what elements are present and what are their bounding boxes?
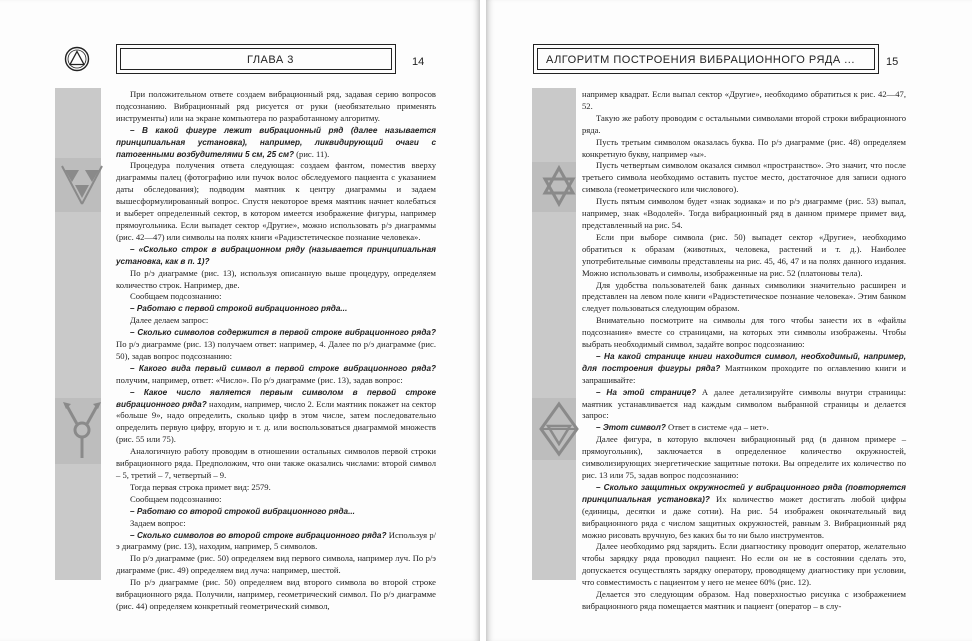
paragraph <box>582 351 906 387</box>
paragraph: Далее фигура, в которую включен вибрационный ряд (в данном примере – прямоугольник), заключается в определенное количество окружностей, символизирующих энергетические защитные потоки. Вы определите их количество по рис. 13 или 75, задав вопрос подсознанию: <box>582 434 906 480</box>
running-head: АЛГОРИТМ ПОСТРОЕНИЯ ВИБРАЦИОННОГО РЯДА ... <box>546 54 855 66</box>
paragraph <box>116 530 436 554</box>
question-text: – Этот символ? <box>596 423 666 433</box>
paragraph: При положительном ответе создаем вибрационный ряд, задавая серию вопросов подсознанию. Вибрационный ряд рисуется от руки (необязательно применять инструменты) или на экране компьютера по разработанному алгоритму. <box>116 89 436 123</box>
question-text: – «Сколько строк в вибрационном ряду (называется принципиальная установка, как в п. 1)? <box>116 244 436 266</box>
paragraph: По р/э диаграмме (рис. 50) определяем вид первого символа, например луч. По р/э диаграмме (рис. 49) определяем вид луча: например, шестой. <box>116 553 436 576</box>
paragraph-text: находим, например, число 2. Если маятник покажет на сектор «больше 9», надо определить, сколько цифр в этом числе, затем последовательно определить первую цифру, вторую и т. д. или воспользоваться диаграммой множеств (рис. 55 или 75). <box>116 398 436 445</box>
left-page <box>0 0 480 641</box>
paragraph-text: Их количество может достигать любой цифры (единицы, десятки и даже сотни). На рис. 54 изображен окончательный вид вибрационного ряда с числом защитных окружностей, равным 3. Вибрационный ряд можно рисовать вручную, без каких бы то ни было инструментов. <box>582 493 906 540</box>
paragraph <box>582 387 906 423</box>
paragraph <box>582 482 906 542</box>
paragraph: Аналогичную работу проводим в отношении остальных символов первой строки вибрационного ряда. Предположим, что они также оказались числами: второй символ – 5, третий – 7, четвертый – 9. <box>116 446 436 480</box>
chapter-header-box <box>116 44 396 74</box>
six-pointed-star-icon <box>532 162 576 212</box>
paragraph-text: Ответ в системе «да – нет». <box>665 422 769 433</box>
paragraph: Далее делаем запрос: <box>130 315 209 326</box>
paragraph-text: По р/э диаграмме (рис. 13) получаем ответ: например, 4. Далее по р/э диаграмме (рис. 50), задав вопрос подсознанию: <box>116 339 436 361</box>
paragraph <box>116 125 436 161</box>
question-text: – Какого вида первый символ в первой строке вибрационного ряда? <box>130 363 436 373</box>
question-text: – На какой странице книги находится символ, необходимый, например, для построения фигуры ряда? <box>582 351 906 373</box>
paragraph: Делается это следующим образом. Над поверхностью рисунка с изображением вибрационного ряда помещается маятник и пациент (оператор – в слу- <box>582 589 906 611</box>
paragraph-text: Маятником проходите по оглавлению книги и запрашивайте: <box>582 362 907 385</box>
paragraph: Пусть четвертым символом оказался символ «пространство». Это значит, что после третьего символа необходимо оставить пустое место, достаточное для записи одного символа (геометрического или числового). <box>582 160 906 195</box>
paragraph: Для удобства пользователей банк данных символики значительно расширен и представлен на левом поле книги «Радиэстетическое познание человека». Этим банком следует пользоваться следующим образом. <box>582 279 906 314</box>
running-head-box <box>533 44 879 74</box>
paragraph: Такую же работу проводим с остальными символами второй строки вибрационного ряда. <box>582 112 906 135</box>
question-text: – Какое число является первым символом в первой строке вибрационного ряда? <box>116 387 436 409</box>
paragraph: Тогда первая строка примет вид: 2579. <box>130 481 271 492</box>
forked-y-circle-icon <box>55 398 101 464</box>
triple-triangle-icon <box>55 158 101 212</box>
paragraph: По р/э диаграмме (рис. 13), используя описанную выше процедуру, определяем количество строк. Например, две. <box>116 267 436 290</box>
page-number: 15 <box>886 56 899 68</box>
paragraph <box>116 506 436 518</box>
paragraph-text: А далее детализируйте символы внутри страницы: маятник устанавливается над каждым символом выбранной страницы и делается запрос: <box>582 386 906 421</box>
paragraph: По р/э диаграмме (рис. 50) определяем вид второго символа во второй строке вибрационного ряда. Получили, например, геометрический символ. По р/э диаграмме (рис. 44) определяем конкретный геометрический символ, <box>116 577 436 611</box>
question-text: – На этой странице? <box>596 387 697 397</box>
paragraph: Задаем вопрос: <box>130 517 186 528</box>
paragraph-text: Используя р/э диаграмму (рис. 13), находим, например, 5 символов. <box>116 529 436 552</box>
question-text: – Работаю со второй строкой вибрационного ряда... <box>130 506 355 516</box>
diamond-triangle-icon <box>532 398 576 460</box>
left-page-body <box>116 89 436 613</box>
paragraph: Пусть третьим символом оказалась буква. По р/э диаграмме (рис. 48) определяем конкретную букву, например «ы». <box>582 136 906 159</box>
question-text: – Сколько защитных окружностей у вибрационного ряда (повторяется принципиальная установка)? <box>582 482 906 504</box>
paragraph: Далее необходимо ряд зарядить. Если диагностику проводит оператор, желательно чтобы зарядку ряда проводил пациент. Но если он не в состоянии сделать это, допускается осуществлять зарядку оператору, проводящему диагностику при условии, что совместимость с пациентом у него не менее 60% (рис. 12). <box>582 541 906 588</box>
paragraph <box>116 387 436 447</box>
paragraph <box>116 303 436 315</box>
chapter-label: ГЛАВА 3 <box>247 54 294 66</box>
paragraph <box>116 244 436 268</box>
page-number: 14 <box>412 56 425 68</box>
paragraph-text: (рис. 11). <box>294 148 330 159</box>
paragraph: Сообщаем подсознанию: <box>130 291 222 302</box>
paragraph <box>582 422 906 434</box>
question-text: – Сколько символов содержится в первой строке вибрационного ряда? <box>130 328 436 338</box>
circled-triangle-emblem-icon <box>64 46 90 72</box>
right-page <box>486 0 972 641</box>
paragraph: Пусть пятым символом будет «знак зодиака» и по р/э диаграмме (рис. 53) выпал, например, знак «Водолей». Тогда вибрационный ряд в данном примере примет вид, представленный на рис. 54. <box>582 196 906 230</box>
paragraph: Если при выборе символа (рис. 50) выпадет сектор «Другие», необходимо обратиться к образам (животных, человека, растений и т. д.). Наиболее употребительные символы представлены на рис. 45, 46, 47 и на полях данного издания. Можно использовать и символы, изображенные на рис. 52 (платоновы тела). <box>582 231 906 278</box>
paragraph-text: получим, например, ответ: «Число». По р/э диаграмме (рис. 13), задав вопрос: <box>116 374 403 385</box>
paragraph: Процедура получения ответа следующая: создаем фантом, поместив вверху диаграммы палец (фотографию или пучок волос обследуемого пациента с указанием даты обследования); подводим маятник к центру диаграммы и задаем вышесформулированный вопрос. Спустя некоторое время маятник начнет колебаться и выберет определенный сектор, в котором имеется изображение фигуры, например прямоугольника. Если выпадет сектор «Другие», можно использовать р/э диаграммы (рис. 42—47) или символы на полях книги «Радиэстетическое познание человека». <box>116 160 436 242</box>
paragraph: Сообщаем подсознанию: <box>130 493 222 504</box>
paragraph: например квадрат. Если выпал сектор «Другие», необходимо обратиться к рис. 42—47, 52. <box>582 89 906 111</box>
question-text: – Работаю с первой строкой вибрационного ряда... <box>130 304 348 314</box>
paragraph: Внимательно посмотрите на символы для того чтобы занести их в «файлы подсознания» вместе со страницами, на которых эти символы изображены. Чтобы выбрать необходимый символ, задайте вопрос подсознанию: <box>582 315 906 350</box>
question-text: – В какой фигуре лежит вибрационный ряд (далее называется принципиальная установка), например, ликвидирующий очаги с патогенными возбудителями 5 см, 25 см? <box>116 125 436 159</box>
paragraph <box>116 363 436 387</box>
right-page-body <box>582 89 906 613</box>
question-text: – Сколько символов во второй строке вибрационного ряда? <box>130 530 387 540</box>
paragraph <box>116 327 436 363</box>
